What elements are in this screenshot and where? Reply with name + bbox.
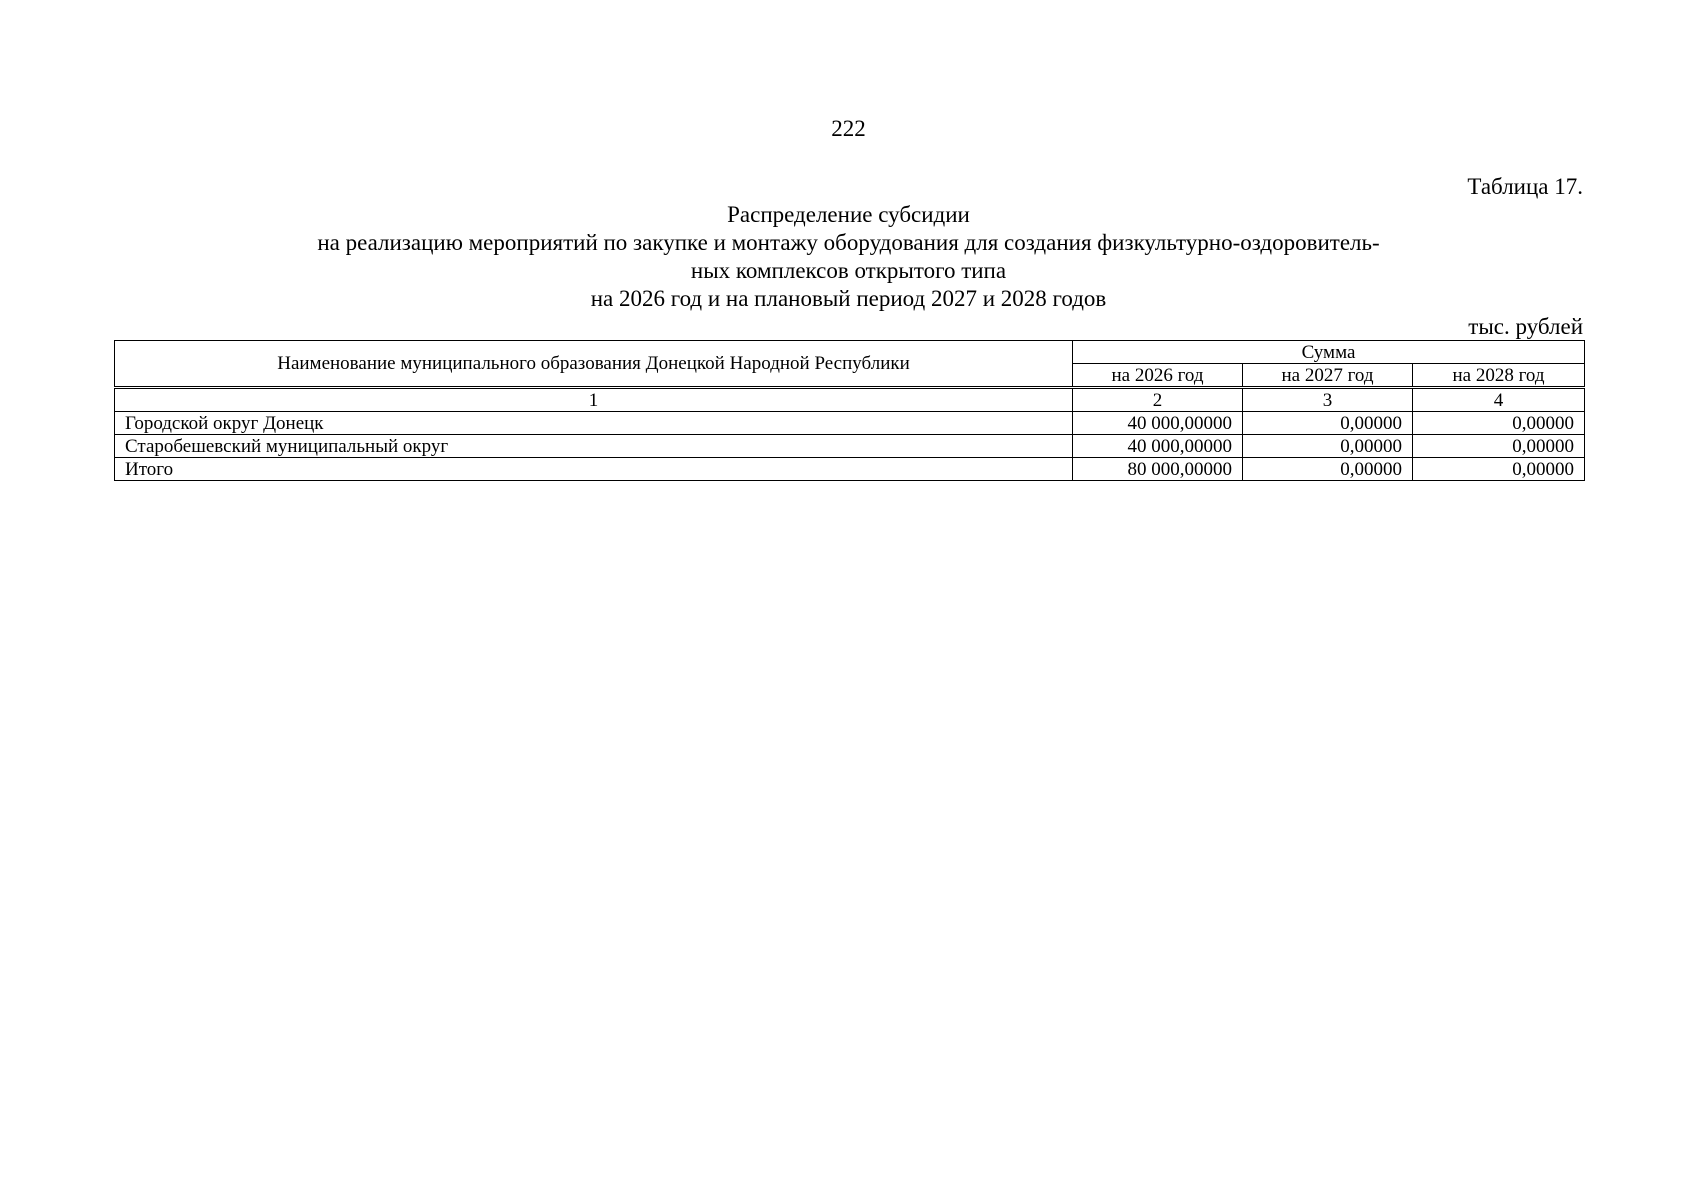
row-value-2026: 40 000,00000 [1073,435,1243,458]
header-municipality-name: Наименование муниципального образования Донецкой Народной Республики [115,341,1073,387]
row-name: Старобешевский муниципальный округ [115,435,1073,458]
column-number-row [115,389,1585,412]
column-number-3: 3 [1243,389,1413,412]
row-value-2028: 0,00000 [1413,435,1585,458]
row-value-2027: 0,00000 [1243,412,1413,435]
column-number-1: 1 [115,389,1073,412]
table-header-row-1 [115,341,1585,364]
header-year-2028: на 2028 год [1413,364,1585,387]
title-line-1: Распределение субсидии [727,202,970,227]
column-number-2: 2 [1073,389,1243,412]
table-row [115,435,1585,458]
row-value-2027: 0,00000 [1243,458,1413,481]
row-name: Итого [115,458,1073,481]
title-line-4: на 2026 год и на плановый период 2027 и 2028 годов [590,286,1107,311]
header-sum: Сумма [1073,341,1585,364]
table-row [115,412,1585,435]
row-name: Городской округ Донецк [115,412,1073,435]
table-label: Таблица 17. [1467,174,1583,199]
units-label: тыс. рублей [1468,314,1583,339]
subsidy-table [114,340,1585,481]
document-title [0,201,1697,313]
column-number-4: 4 [1413,389,1585,412]
title-line-3: ных комплексов открытого типа [690,258,1007,283]
header-year-2026: на 2026 год [1073,364,1243,387]
header-year-2027: на 2027 год [1243,364,1413,387]
page-number: 222 [831,116,866,141]
row-value-2028: 0,00000 [1413,458,1585,481]
title-line-2: на реализацию мероприятий по закупке и монтажу оборудования для создания физкультурно-оздоровитель- [317,230,1380,255]
row-value-2028: 0,00000 [1413,412,1585,435]
table-row-total [115,458,1585,481]
row-value-2027: 0,00000 [1243,435,1413,458]
row-value-2026: 80 000,00000 [1073,458,1243,481]
row-value-2026: 40 000,00000 [1073,412,1243,435]
